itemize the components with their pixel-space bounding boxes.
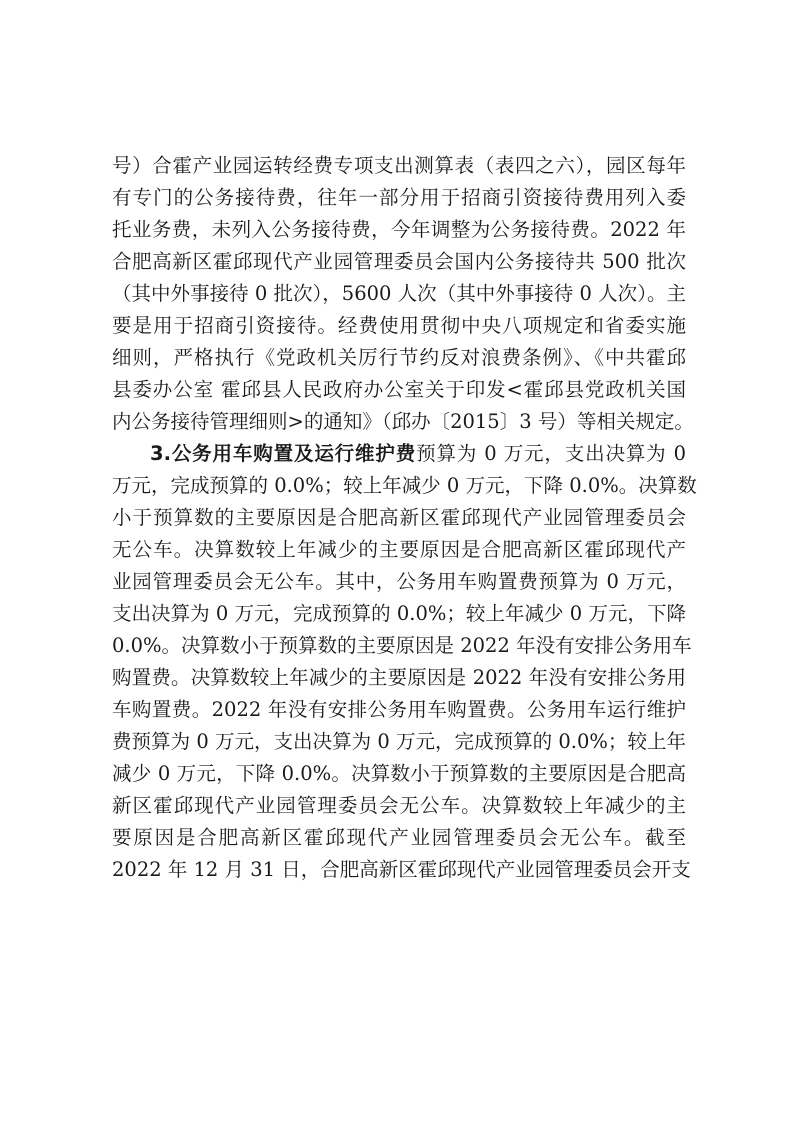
text-line: 购置费。决算数较上年减少的主要原因是 2022 年没有安排公务用 — [112, 666, 686, 689]
text-line-first — [150, 438, 686, 470]
text-line: 0.0%。决算数小于预算数的主要原因是 2022 年没有安排公务用车 — [112, 634, 692, 657]
text-line: 细则，严格执行《党政机关厉行节约反对浪费条例》、《中共霍邱 — [112, 346, 686, 369]
text-line: 业园管理委员会无公车。其中，公务用车购置费预算为 0 万元， — [112, 570, 686, 593]
text-line: 费预算为 0 万元，支出决算为 0 万元，完成预算的 0.0%；较上年 — [112, 730, 686, 753]
text-line: 2022 年 12 月 31 日，合肥高新区霍邱现代产业园管理委员会开支 — [112, 858, 691, 881]
section-heading: 3.公务用车购置及运行维护费 — [150, 442, 417, 465]
heading-continuation: 预算为 0 万元，支出决算为 0 — [416, 442, 686, 465]
text-line: 小于预算数的主要原因是合肥高新区霍邱现代产业园管理委员会 — [112, 506, 686, 529]
text-line: 支出决算为 0 万元，完成预算的 0.0%；较上年减少 0 万元，下降 — [112, 602, 686, 625]
text-line: 内公务接待管理细则>的通知》（邱办〔2015〕3 号）等相关规定。 — [112, 410, 694, 433]
text-line: 有专门的公务接待费，往年一部分用于招商引资接待费用列入委 — [112, 186, 686, 209]
text-line: 减少 0 万元，下降 0.0%。决算数小于预算数的主要原因是合肥高 — [112, 762, 686, 785]
text-line: 托业务费，未列入公务接待费，今年调整为公务接待费。2022 年 — [112, 218, 686, 241]
text-line: 号）合霍产业园运转经费专项支出测算表（表四之六），园区每年 — [112, 154, 686, 177]
text-line: 县委办公室 霍邱县人民政府办公室关于印发<霍邱县党政机关国 — [112, 378, 686, 401]
text-line: （其中外事接待 0 批次），5600 人次（其中外事接待 0 人次）。主 — [112, 282, 686, 305]
text-line: 要是用于招商引资接待。经费使用贯彻中央八项规定和省委实施 — [112, 314, 686, 337]
text-line: 合肥高新区霍邱现代产业园管理委员会国内公务接待共 500 批次 — [112, 250, 686, 273]
text-line: 新区霍邱现代产业园管理委员会无公车。决算数较上年减少的主 — [112, 794, 686, 817]
text-line: 万元，完成预算的 0.0%；较上年减少 0 万元，下降 0.0%。决算数 — [112, 474, 697, 497]
text-line: 车购置费。2022 年没有安排公务用车购置费。公务用车运行维护 — [112, 698, 686, 721]
text-line: 要原因是合肥高新区霍邱现代产业园管理委员会无公车。截至 — [112, 826, 686, 849]
text-line: 无公车。决算数较上年减少的主要原因是合肥高新区霍邱现代产 — [112, 538, 686, 561]
